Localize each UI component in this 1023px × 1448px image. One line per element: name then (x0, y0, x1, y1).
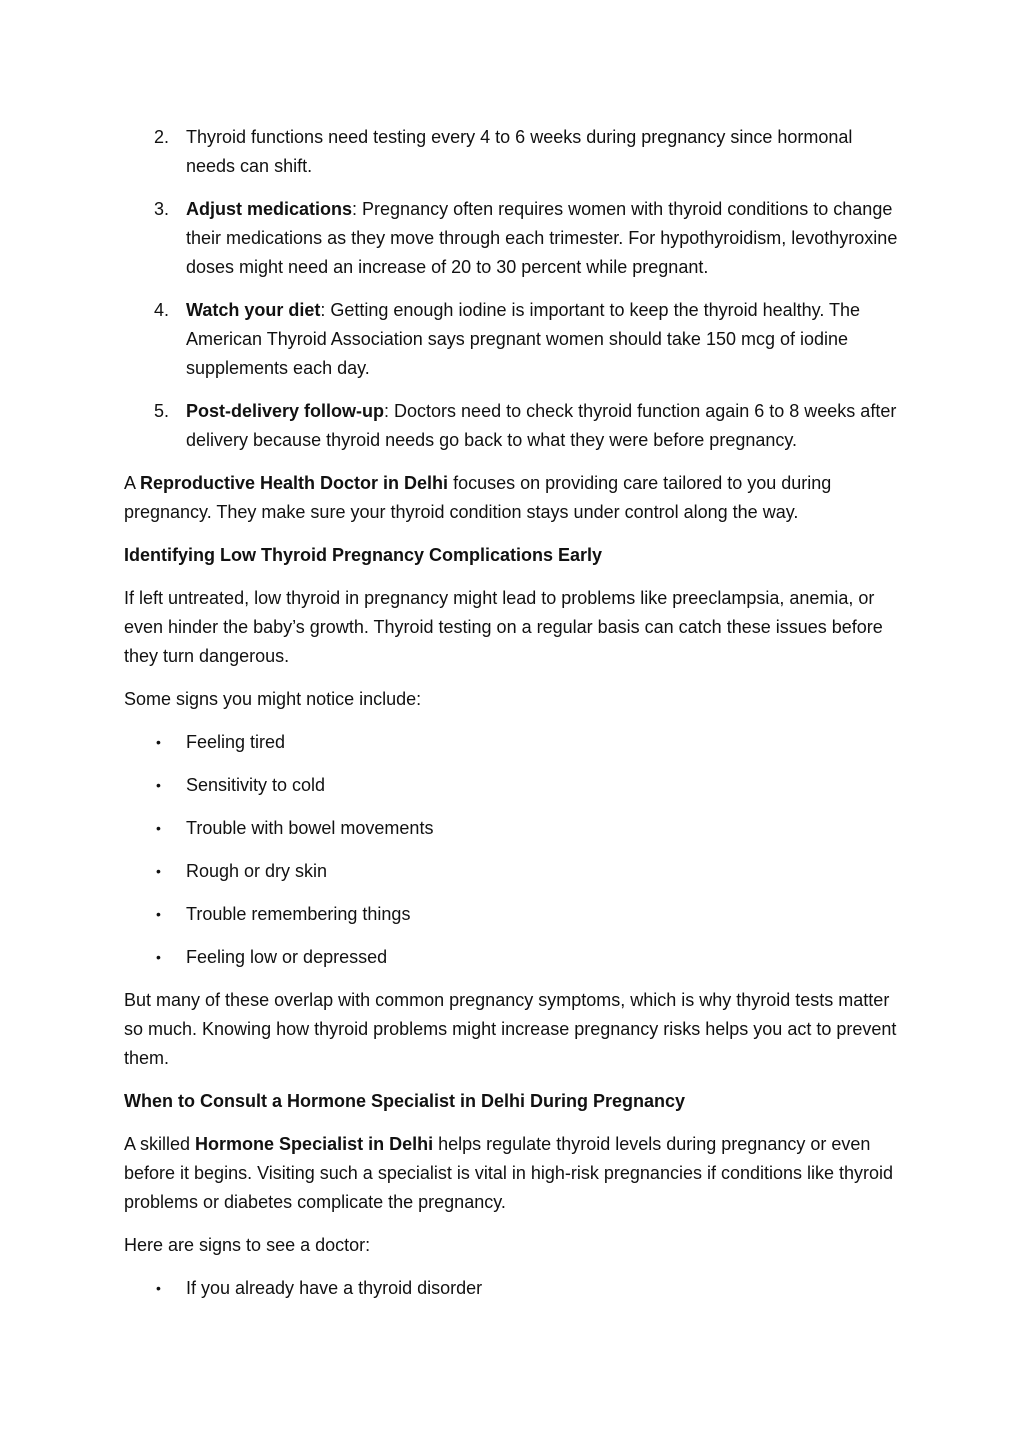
list-item-text: Trouble remembering things (186, 904, 411, 924)
bullet-icon: • (156, 906, 161, 922)
list-item-text: : Getting enough iodine is important to keep the thyroid healthy. The American Thyroid Association says pregnant women should take 150 mcg of iodine supplements each day. (186, 300, 861, 378)
list-item (124, 943, 904, 972)
numbered-list (124, 123, 904, 455)
list-item-text: : Doctors need to check thyroid function again 6 to 8 weeks after delivery because thyroid needs go back to what they were before pregnancy. (186, 401, 897, 450)
untreated-paragraph: If left untreated, low thyroid in pregnancy might lead to problems like preeclampsia, anemia, or even hinder the baby’s growth. Thyroid testing on a regular basis can catch these issues before they turn dangerous. (124, 588, 883, 666)
signs-list (124, 728, 904, 972)
list-item-text: : Pregnancy often requires women with thyroid conditions to change their medications as they move through each trimester. For hypothyroidism, levothyroxine doses might need an increase of 20 to 30 percent while pregnant. (186, 199, 898, 277)
section-heading-identify: Identifying Low Thyroid Pregnancy Complications Early (124, 545, 603, 565)
list-item (124, 397, 904, 455)
list-item (124, 857, 904, 886)
document-content (124, 123, 904, 1317)
bullet-icon: • (156, 734, 161, 750)
section-heading-consult: When to Consult a Hormone Specialist in Delhi During Pregnancy (124, 1091, 686, 1111)
overlap-paragraph: But many of these overlap with common pregnancy symptoms, which is why thyroid tests matter so much. Knowing how thyroid problems might increase pregnancy risks helps you act to prevent them. (124, 990, 897, 1068)
signs-intro-paragraph: Some signs you might notice include: (124, 689, 422, 709)
bullet-icon: • (156, 1280, 161, 1296)
list-number: 5. (154, 401, 170, 421)
list-item-title: Watch your diet (186, 300, 321, 320)
list-item (124, 195, 904, 282)
bullet-icon: • (156, 949, 161, 965)
paragraph-text: A skilled (124, 1134, 196, 1154)
list-item-text: Sensitivity to cold (186, 775, 326, 795)
list-number: 3. (154, 199, 170, 219)
list-item (124, 1274, 904, 1303)
list-item (124, 728, 904, 757)
bullet-icon: • (156, 820, 161, 836)
list-item-title: Post-delivery follow-up (186, 401, 385, 421)
bullet-icon: • (156, 777, 161, 793)
list-item (124, 123, 904, 181)
reproductive-doctor-paragraph (124, 469, 904, 527)
paragraph-text: focuses on providing care tailored to you during pregnancy. They make sure your thyroid condition stays under control along the way. (124, 473, 832, 522)
paragraph-text: A (124, 473, 141, 493)
list-item-text: If you already have a thyroid disorder (186, 1278, 483, 1298)
doctor-signs-list (124, 1274, 904, 1303)
list-item (124, 296, 904, 383)
list-item-text: Rough or dry skin (186, 861, 328, 881)
emphasis-hormone-specialist: Hormone Specialist in Delhi (195, 1134, 434, 1154)
list-item-text: Feeling low or depressed (186, 947, 388, 967)
bullet-icon: • (156, 863, 161, 879)
list-item-text: Thyroid functions need testing every 4 to 6 weeks during pregnancy since hormonal needs can shift. (186, 127, 853, 176)
emphasis-reproductive-doctor: Reproductive Health Doctor in Delhi (140, 473, 449, 493)
list-number: 2. (154, 127, 170, 147)
paragraph-text: helps regulate thyroid levels during pregnancy or even before it begins. Visiting such a specialist is vital in high-risk pregnancies if conditions like thyroid problems or diabetes complicate the pregnancy. (124, 1134, 894, 1212)
list-item (124, 771, 904, 800)
list-item (124, 814, 904, 843)
list-item (124, 900, 904, 929)
hormone-specialist-paragraph (124, 1130, 904, 1217)
list-item-text: Trouble with bowel movements (186, 818, 434, 838)
list-item-text: Feeling tired (186, 732, 286, 752)
list-item-title: Adjust medications (186, 199, 353, 219)
doctor-signs-intro-paragraph: Here are signs to see a doctor: (124, 1235, 371, 1255)
list-number: 4. (154, 300, 170, 320)
